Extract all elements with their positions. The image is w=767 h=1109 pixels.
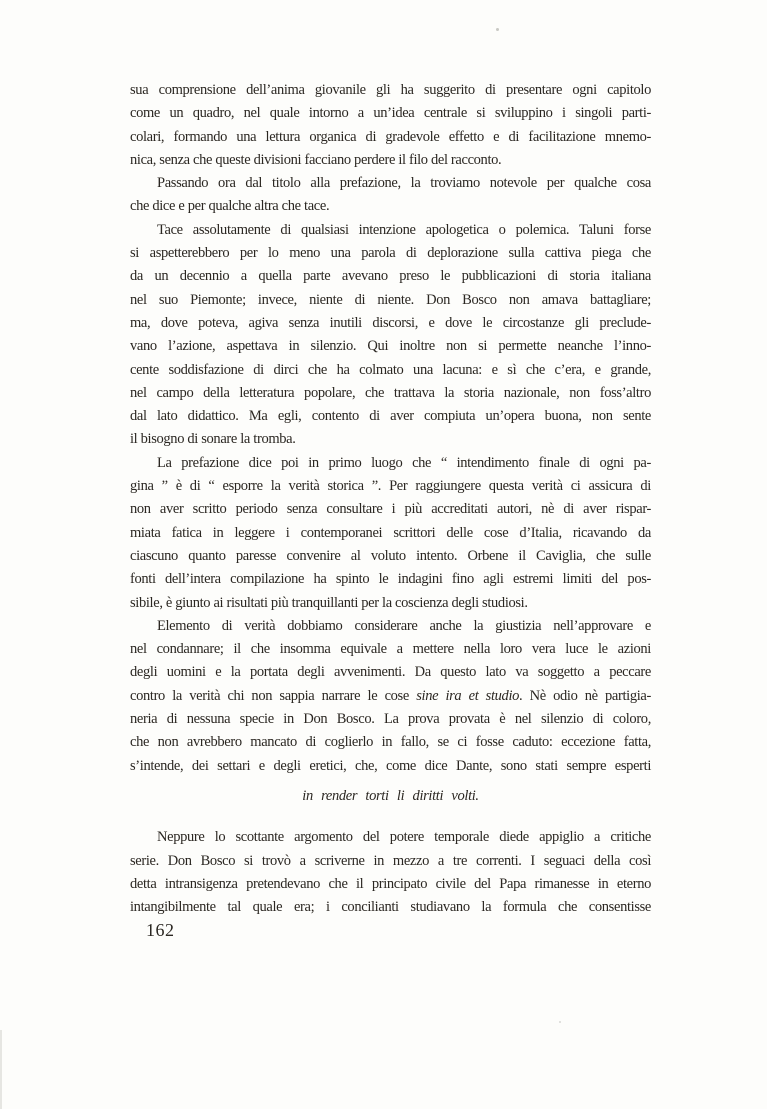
text-line: neria di nessuna specie in Don Bosco. La prova provata è nel silenzio di coloro, <box>130 711 651 728</box>
text-line: nel suo Piemonte; invece, niente di niente. Don Bosco non amava battagliare; <box>130 291 651 308</box>
scan-edge-artifact <box>0 1030 2 1109</box>
text-line: Neppure lo scottante argomento del potere temporale diede appiglio a critiche <box>157 829 651 846</box>
text-line: nel condannare; il che insomma equivale a mettere nella loro vera luce le azioni <box>130 641 651 658</box>
text-line: dal lato didattico. Ma egli, contento di aver compiuta un’opera buona, non sente <box>130 408 651 425</box>
text-line: che non avrebbero mancato di coglierlo in fallo, se ci fosse caduto: eccezione fatta, <box>130 734 651 751</box>
text-line: come un quadro, nel quale intorno a un’idea centrale si sviluppino i singoli parti- <box>130 105 651 122</box>
text-line: colari, formando una lettura organica di gradevole effetto e di facilitazione mnemo- <box>130 128 651 145</box>
text-line: fonti dell’intera compilazione ha spinto le indagini fino agli estremi limiti del pos- <box>130 571 651 588</box>
text-line: Passando ora dal titolo alla prefazione, la troviamo notevole per qualche cosa <box>157 175 651 192</box>
latin-italic-phrase: sine ira et studio <box>416 687 520 704</box>
text-line: La prefazione dice poi in primo luogo che “ intendimento finale di ogni pa- <box>157 454 651 471</box>
paragraph <box>130 172 651 219</box>
text-line: ma, dove poteva, agiva senza inutili discorsi, e dove le circostanze gli preclude- <box>130 314 651 331</box>
scan-speck <box>559 1021 561 1023</box>
page-number: 162 <box>146 920 175 940</box>
paragraph <box>130 615 651 778</box>
page-text-column <box>130 79 651 919</box>
paragraph <box>130 826 651 919</box>
text-line-with-latin-phrase <box>130 685 651 708</box>
text-line: sibile, è giunto ai risultati più tranquillanti per la coscienza degli studiosi. <box>130 594 528 611</box>
text-line: si aspetterebbero per lo meno una parola di deplorazione sulla cattiva piega che <box>130 245 651 262</box>
text-line: non aver scritto periodo senza consultare i più accreditati autori, nè di aver rispar- <box>130 501 651 518</box>
text-line: miata fatica in leggere i contemporanei scrittori delle cose d’Italia, ricavando da <box>130 524 651 541</box>
text-line: da un decennio a quella parte avevano preso le pubblicazioni di storia italiana <box>130 268 651 285</box>
paragraph <box>130 452 651 615</box>
text-line: nica, senza che queste divisioni facciano perdere il filo del racconto. <box>130 151 502 168</box>
text-line: vano l’azione, aspettava in silenzio. Qui inoltre non si permette neanche l’inno- <box>130 338 651 355</box>
text-line: il bisogno di sonare la tromba. <box>130 431 296 448</box>
scan-speck <box>496 28 499 31</box>
text-line: che dice e per qualche altra che tace. <box>130 198 330 215</box>
text-line: gina ” è di “ esporre la verità storica ”. Per raggiungere questa verità ci assicura di <box>130 478 651 495</box>
text-line: ciascuno quanto paresse convenire al voluto intento. Orbene il Caviglia, che sulle <box>130 547 651 564</box>
text-line: detta intransigenza pretendevano che il principato civile del Papa rimanesse in eterno <box>130 875 651 892</box>
dante-quote-line: in render torti li diritti volti. <box>302 787 479 804</box>
text-line: cente soddisfazione di dirci che ha colmato una lacuna: e sì che c’era, e grande, <box>130 361 651 378</box>
text-segment: . Nè odio nè partigia- <box>519 687 651 704</box>
text-line: serie. Don Bosco si trovò a scriverne in mezzo a tre correnti. I seguaci della così <box>130 852 651 869</box>
text-line: Elemento di verità dobbiamo considerare anche la giustizia nell’approvare e <box>157 617 651 634</box>
text-line: Tace assolutamente di qualsiasi intenzione apologetica o polemica. Taluni forse <box>157 221 651 238</box>
text-line: s’intende, dei settari e degli eretici, che, come dice Dante, sono stati sempre esperti <box>130 757 651 774</box>
text-line: intangibilmente tal quale era; i concilianti studiavano la formula che consentisse <box>130 899 651 916</box>
text-line: nel campo della letteratura popolare, che trattava la storia nazionale, non foss’altro <box>130 384 651 401</box>
text-line: degli uomini e la portata degli avvenimenti. Da questo lato va soggetto a peccare <box>130 664 651 681</box>
paragraph <box>130 79 651 172</box>
paragraph <box>130 219 651 452</box>
text-line: sua comprensione dell’anima giovanile gli ha suggerito di presentare ogni capitolo <box>130 82 651 98</box>
text-segment: contro la verità chi non sappia narrare le cose <box>130 687 417 704</box>
